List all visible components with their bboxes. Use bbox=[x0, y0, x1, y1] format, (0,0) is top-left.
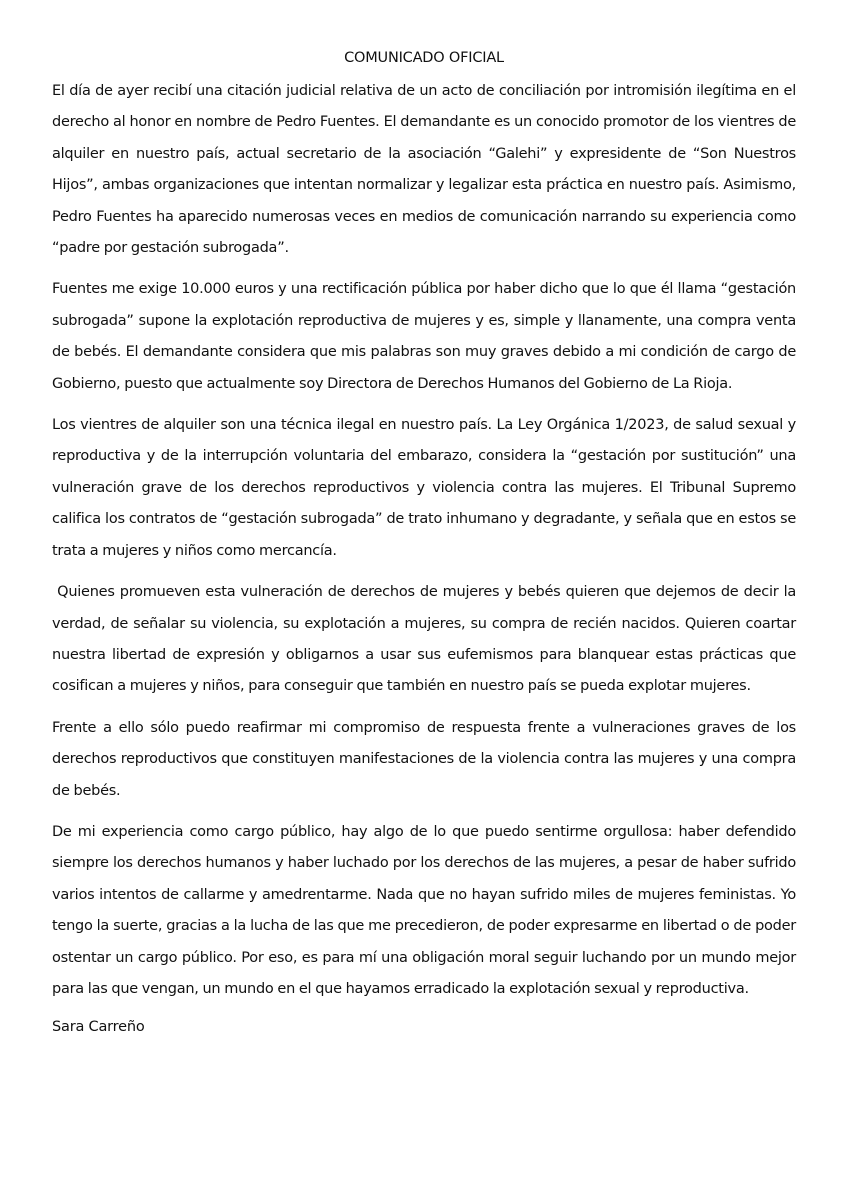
signature: Sara Carreño bbox=[52, 1019, 145, 1036]
paragraph-promoters: Quienes promueven esta vulneración de derechos de mujeres y bebés quieren que dejemos de decir la verdad, de señalar su violencia, su explotación a mujeres, su compra de recién nacidos. Quieren coartar nuestra libertad de expresión y obligarnos a usar sus eufemismos para blanquear estas prácticas que cosifican a mujeres y niños, para conseguir que también en nuestro país se pueda explotar mujeres. bbox=[52, 584, 800, 695]
paragraph-commitment: Frente a ello sólo puedo reafirmar mi compromiso de respuesta frente a vulneraciones graves de los derechos reproductivos que constituyen manifestaciones de la violencia contra las mujeres y una compra de bebés. bbox=[52, 719, 796, 799]
paragraph-legal-context: Los vientres de alquiler son una técnica ilegal en nuestro país. La Ley Orgánica 1/2023, de salud sexual y reproductiva y de la interrupción voluntaria del embarazo, considera la “gestación por sustitución” una vulneración grave de los derechos reproductivos y violencia contra las mujeres. El Tribunal Supremo califica los contratos de “gestación subrogada” de trato inhumano y degradante, y señala que en estos se trata a mujeres y niños como mercancía. bbox=[52, 417, 796, 559]
document-title: COMUNICADO OFICIAL bbox=[344, 50, 504, 66]
paragraph-experience: De mi experiencia como cargo público, hay algo de lo que puedo sentirme orgullosa: haber defendido siempre los derechos humanos y haber luchado por los derechos de las mujeres, a pesar de haber sufrido varios intentos de callarme y amedrentarme. Nada que no hayan sufrido miles de mujeres feministas. Yo tengo la suerte, gracias a la lucha de las que me precedieron, de poder expresarme en libertad o de poder ostentar un cargo público. Por eso, es para mí una obligación moral seguir luchando por un mundo mejor para las que vengan, un mundo en el que hayamos erradicado la explotación sexual y reproductiva. bbox=[52, 823, 796, 997]
paragraph-demand: Fuentes me exige 10.000 euros y una rectificación pública por haber dicho que lo que él llama “gestación subrogada” supone la explotación reproductiva de mujeres y es, simple y llanamente, una compra venta de bebés. El demandante considera que mis palabras son muy graves debido a mi condición de cargo de Gobierno, puesto que actualmente soy Directora de Derechos Humanos del Gobierno de La Rioja. bbox=[52, 281, 796, 392]
document-page bbox=[52, 48, 800, 1039]
paragraph-citation: El día de ayer recibí una citación judicial relativa de un acto de conciliación por intromisión ilegítima en el derecho al honor en nombre de Pedro Fuentes. El demandante es un conocido promotor de los vientres de alquiler en nuestro país, actual secretario de la asociación “Galehi” y expresidente de “Son Nuestros Hijos”, ambas organizaciones que intentan normalizar y legalizar esta práctica en nuestro país. Asimismo, Pedro Fuentes ha aparecido numerosas veces en medios de comunicación narrando su experiencia como “padre por gestación subrogada”. bbox=[52, 83, 796, 257]
